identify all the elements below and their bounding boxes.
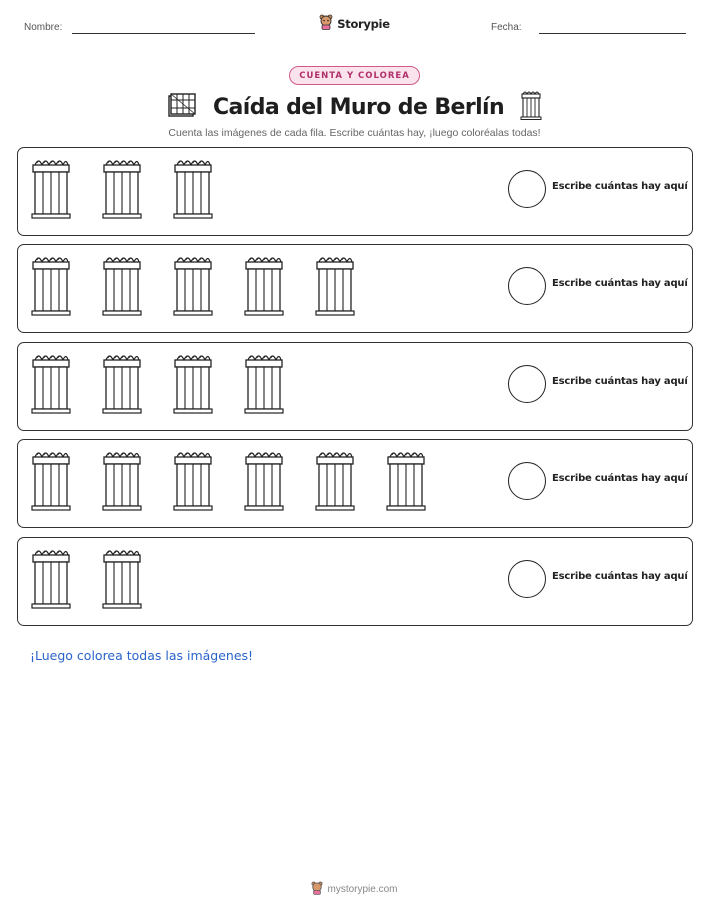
- wall-pillar-icon: [172, 352, 214, 414]
- count-row: [17, 537, 693, 626]
- answer-circle[interactable]: [508, 560, 546, 598]
- wall-pillar-icon: [314, 254, 356, 316]
- wall-pillar-icon: [172, 157, 214, 219]
- site-url: mystorypie.com: [327, 884, 398, 895]
- page-title: Caída del Muro de Berlín: [212, 94, 505, 120]
- wall-pillar-icon: [101, 157, 143, 219]
- answer-label: Escribe cuántas hay aquí: [552, 181, 688, 192]
- answer-label: Escribe cuántas hay aquí: [552, 571, 688, 582]
- wall-pillar-icon: [243, 449, 285, 511]
- instructions: Cuenta las imágenes de cada fila. Escribe cuántas hay, ¡luego coloréalas todas!: [168, 127, 541, 139]
- answer-circle[interactable]: [508, 267, 546, 305]
- wall-pillar-icon: [520, 90, 542, 124]
- footer-note: ¡Luego colorea todas las imágenes!: [30, 648, 254, 663]
- answer-label: Escribe cuántas hay aquí: [552, 473, 688, 484]
- wall-pillar-icon: [385, 449, 427, 511]
- title-bar: [0, 90, 709, 124]
- count-row: [17, 439, 693, 528]
- count-row: [17, 244, 693, 333]
- answer-circle[interactable]: [508, 365, 546, 403]
- name-label: Nombre:: [24, 22, 63, 33]
- answer-label: Escribe cuántas hay aquí: [552, 278, 688, 289]
- answer-label: Escribe cuántas hay aquí: [552, 376, 688, 387]
- count-row: [17, 342, 693, 431]
- answer-circle[interactable]: [508, 462, 546, 500]
- wall-pillar-icon: [30, 352, 72, 414]
- brand: [0, 14, 709, 34]
- date-label: Fecha:: [491, 22, 522, 33]
- wall-pillar-icon: [30, 157, 72, 219]
- site-footer: [0, 880, 709, 899]
- answer-circle[interactable]: [508, 170, 546, 208]
- activity-tag: CUENTA Y COLOREA: [289, 66, 420, 85]
- wall-pillar-icon: [243, 254, 285, 316]
- wall-pillar-icon: [101, 352, 143, 414]
- wall-crate-icon: [167, 92, 197, 122]
- worksheet-header: [0, 14, 709, 44]
- wall-pillar-icon: [243, 352, 285, 414]
- wall-pillar-icon: [172, 254, 214, 316]
- bear-mascot-icon: [311, 880, 323, 899]
- wall-pillar-icon: [30, 254, 72, 316]
- wall-pillar-icon: [172, 449, 214, 511]
- date-input-line[interactable]: [539, 33, 686, 34]
- wall-pillar-icon: [101, 449, 143, 511]
- wall-pillar-icon: [30, 547, 72, 609]
- wall-pillar-icon: [101, 254, 143, 316]
- brand-name: Storypie: [337, 17, 390, 31]
- wall-pillar-icon: [314, 449, 356, 511]
- wall-pillar-icon: [101, 547, 143, 609]
- wall-pillar-icon: [30, 449, 72, 511]
- bear-mascot-icon: [319, 14, 333, 34]
- count-row: [17, 147, 693, 236]
